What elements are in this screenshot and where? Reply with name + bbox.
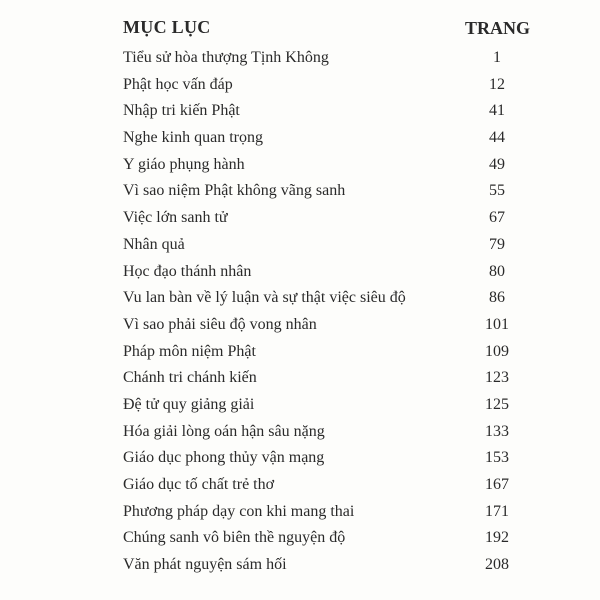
entry-title: Đệ tử quy giảng giải [123, 395, 255, 413]
toc-entry [123, 47, 523, 74]
entry-title: Giáo dục tố chất trẻ thơ [123, 476, 275, 493]
entry-page: 41 [489, 102, 505, 120]
entry-title: Nhập tri kiến Phật [123, 102, 240, 120]
toc-entry [123, 554, 523, 581]
toc-entry [123, 287, 523, 314]
entry-page: 167 [485, 476, 509, 493]
entry-page: 192 [485, 529, 509, 547]
entry-title: Học đạo thánh nhân [123, 262, 252, 280]
toc-entry [123, 501, 523, 528]
entry-page: 125 [485, 395, 509, 413]
toc-entry [123, 180, 523, 207]
entry-title: Việc lớn sanh tử [123, 209, 228, 227]
entry-page: 153 [485, 449, 509, 467]
toc-entry [123, 207, 523, 234]
entry-page: 67 [489, 209, 505, 227]
toc-entry [123, 314, 523, 341]
toc-entry [123, 474, 523, 501]
entry-page: 171 [485, 502, 509, 520]
entry-title: Chúng sanh vô biên thề nguyện độ [123, 529, 346, 547]
toc-entry [123, 394, 523, 421]
toc-entry [123, 341, 523, 368]
entry-page: 79 [489, 235, 505, 253]
toc-entry [123, 421, 523, 448]
entry-title: Giáo dục phong thủy vận mạng [123, 449, 325, 467]
toc-entry [123, 367, 523, 394]
entry-title: Phật học vấn đáp [123, 75, 233, 93]
toc-entry [123, 234, 523, 261]
entry-title: Vì sao phải siêu độ vong nhân [123, 315, 317, 333]
entry-page: 101 [485, 315, 509, 333]
entry-page: 86 [489, 289, 505, 307]
entry-title: Pháp môn niệm Phật [123, 342, 256, 360]
entry-title: Phương pháp dạy con khi mang thai [123, 502, 355, 520]
entry-title: Văn phát nguyện sám hối [123, 556, 287, 574]
toc-entry [123, 100, 523, 127]
entry-title: Vu lan bàn về lý luận và sự thật việc siêu độ [123, 289, 406, 307]
entry-title: Nhân quả [123, 235, 185, 253]
entry-title: Tiểu sử hòa thượng Tịnh Không [123, 49, 329, 66]
entry-page: 109 [485, 342, 509, 360]
entry-title: Vì sao niệm Phật không vãng sanh [123, 182, 346, 200]
page-column-header: TRANG [464, 18, 530, 38]
toc-entry [123, 447, 523, 474]
toc-entry [123, 154, 523, 181]
toc-entry [123, 74, 523, 101]
toc-entry [123, 127, 523, 154]
entry-page: 80 [489, 262, 505, 280]
entry-page: 208 [485, 556, 509, 574]
entry-title: Hóa giải lòng oán hận sâu nặng [123, 422, 325, 440]
entry-title: Nghe kinh quan trọng [123, 129, 263, 147]
entry-page: 133 [485, 422, 509, 440]
entry-page: 12 [489, 75, 505, 93]
toc-entry [123, 261, 523, 288]
entry-page: 1 [493, 49, 501, 66]
entry-title: Chánh tri chánh kiến [123, 369, 257, 387]
entry-page: 49 [489, 155, 505, 173]
entry-title: Y giáo phụng hành [123, 155, 245, 173]
entry-page: 123 [485, 369, 509, 387]
toc-entry [123, 527, 523, 554]
toc-title: MỤC LỤC [123, 17, 211, 37]
entry-page: 55 [489, 182, 505, 200]
toc-list [123, 47, 523, 581]
entry-page: 44 [489, 129, 505, 147]
